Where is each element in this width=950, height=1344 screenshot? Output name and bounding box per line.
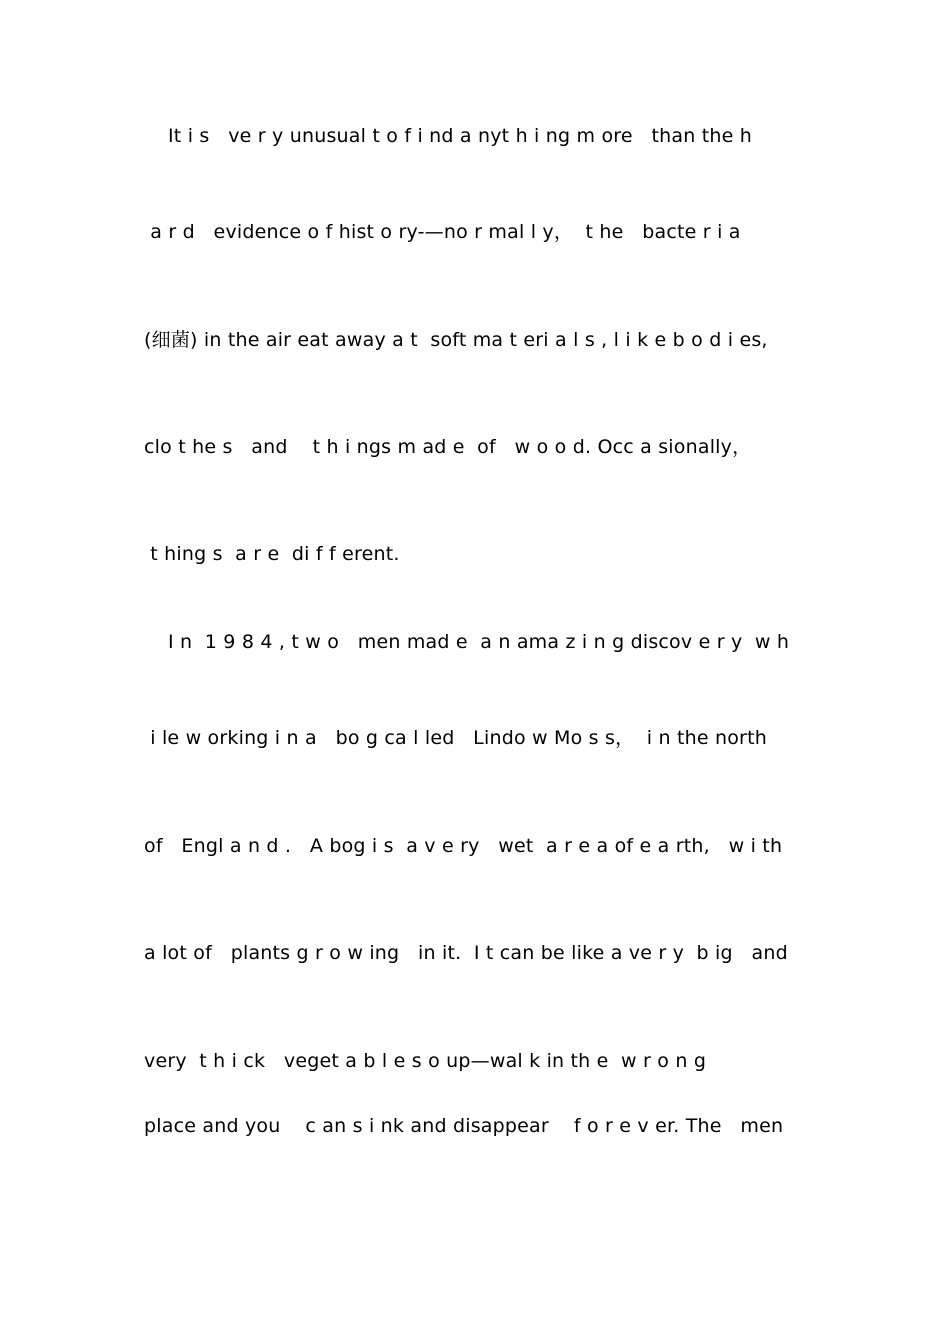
paragraph-2-line-1: I n 1 9 8 4 , t w o men mad e a n ama z i n g discov e r y w h [168,631,790,653]
paragraph-2-line-3: of Engl a n d . A bog i s a v e ry wet a r e a of e a rth, w i th [144,835,783,857]
paragraph-2-line-5: very t h i ck veget a b l e s o up—wal k in th e w r o n g [144,1050,707,1072]
paragraph-2-line-4: a lot of plants g r o w ing in it. I t can be like a ve r y b ig and [144,942,788,964]
paragraph-1-line-5: t hing s a r e di f f erent. [144,543,400,565]
paragraph-1-line-3: (细菌) in the air eat away a t soft ma t eri a l s , l i k e b o d i es, [144,329,768,351]
paragraph-2-line-2: i le w orking i n a bo g ca l led Lindo w Mo s s， i n the north [144,727,767,749]
paragraph-1-line-2: a r d evidence o f hist o ry-—no r mal l y， t he bacte r i a [144,221,741,243]
paragraph-1-line-1: It i s ve r y unusual t o f i nd a nyt h i ng m ore than the h [168,125,752,147]
paragraph-1-line-4: clo t he s and t h i ngs m ad e of w o o d. Occ a sionally， [144,436,752,458]
paragraph-2-line-6: place and you c an s i nk and disappear f o r e v er. The men [144,1115,784,1137]
